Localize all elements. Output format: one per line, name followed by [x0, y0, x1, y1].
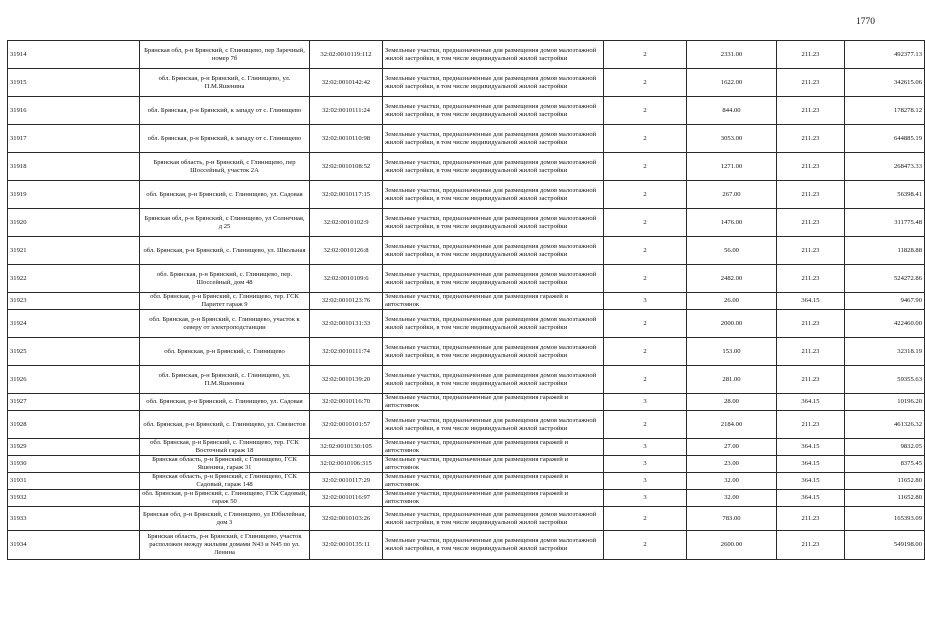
table-row: [8, 394, 925, 411]
row-number-cell: 31917: [8, 125, 140, 153]
group-cell: 2: [604, 69, 687, 97]
table-row: [8, 310, 925, 338]
cadastral-value-cell: 492377.13: [845, 41, 925, 69]
cadastral-value-cell: 11828.88: [845, 237, 925, 265]
address-cell: обл. Брянская, р-н Брянский, с. Глинищево, ул. П.М.Яшенина: [140, 366, 310, 394]
row-number-cell: 31920: [8, 209, 140, 237]
area-cell: 56.00: [687, 237, 777, 265]
cadastral-value-cell: 11652.80: [845, 490, 925, 507]
land-use-cell: Земельные участки, предназначенные для размещения домов малоэтажной жилой застройки, в том числе индивидуальной жилой застройки: [383, 310, 604, 338]
address-cell: обл. Брянская, р-н Брянский, с. Глинищево, ул. Школьная: [140, 237, 310, 265]
row-number-cell: 31915: [8, 69, 140, 97]
cadastral-number-cell: 32:02:0010119:112: [310, 41, 383, 69]
area-cell: 2331.00: [687, 41, 777, 69]
cadastral-number-cell: 32:02:0010106:315: [310, 456, 383, 473]
cadastral-number-cell: 32:02:0010109:6: [310, 265, 383, 293]
table-row: [8, 507, 925, 531]
table-body: [8, 41, 925, 560]
cadastral-number-cell: 32:02:0010139:20: [310, 366, 383, 394]
area-cell: 281.00: [687, 366, 777, 394]
rate-cell: 364.15: [777, 473, 845, 490]
area-cell: 27.00: [687, 439, 777, 456]
cadastral-value-cell: 32318.19: [845, 338, 925, 366]
table-row: [8, 531, 925, 560]
address-cell: обл. Брянская, р-н Брянский, с. Глинищево, ГСК Садовый, гараж 50: [140, 490, 310, 507]
cadastral-number-cell: 32:02:0010142:42: [310, 69, 383, 97]
row-number-cell: 31933: [8, 507, 140, 531]
table-row: [8, 209, 925, 237]
cadastral-number-cell: 32:02:0010116:70: [310, 394, 383, 411]
rate-cell: 211.23: [777, 411, 845, 439]
land-use-cell: Земельные участки, предназначенные для размещения домов малоэтажной жилой застройки, в том числе индивидуальной жилой застройки: [383, 41, 604, 69]
land-use-cell: Земельные участки, предназначенные для размещения домов малоэтажной жилой застройки, в том числе индивидуальной жилой застройки: [383, 69, 604, 97]
land-use-cell: Земельные участки, предназначенные для размещения домов малоэтажной жилой застройки, в том числе индивидуальной жилой застройки: [383, 338, 604, 366]
cadastral-value-cell: 644885.19: [845, 125, 925, 153]
rate-cell: 211.23: [777, 310, 845, 338]
rate-cell: 211.23: [777, 41, 845, 69]
table-row: [8, 411, 925, 439]
group-cell: 2: [604, 265, 687, 293]
cadastral-number-cell: 32:02:0010117:29: [310, 473, 383, 490]
cadastral-number-cell: 32:02:0010130:105: [310, 439, 383, 456]
address-cell: Брянская область, р-н Брянский, с Глинищево, ГСК Яшенина, гараж 31: [140, 456, 310, 473]
group-cell: 3: [604, 293, 687, 310]
table-row: [8, 473, 925, 490]
area-cell: 1271.00: [687, 153, 777, 181]
address-cell: Брянская область, р-н Брянский, с Глинищево, ГСК Садовый, гараж 148: [140, 473, 310, 490]
row-number-cell: 31918: [8, 153, 140, 181]
page-number: 1770: [856, 17, 875, 27]
area-cell: 1476.00: [687, 209, 777, 237]
land-use-cell: Земельные участки, предназначенные для размещения домов малоэтажной жилой застройки, в том числе индивидуальной жилой застройки: [383, 265, 604, 293]
row-number-cell: 31925: [8, 338, 140, 366]
rate-cell: 364.15: [777, 456, 845, 473]
cadastral-number-cell: 32:02:0010103:26: [310, 507, 383, 531]
rate-cell: 211.23: [777, 338, 845, 366]
address-cell: обл. Брянская, р-н Брянский, к западу от с. Глинищево: [140, 125, 310, 153]
cadastral-value-cell: 9832.05: [845, 439, 925, 456]
table-row: [8, 125, 925, 153]
rate-cell: 364.15: [777, 293, 845, 310]
table-row: [8, 490, 925, 507]
address-cell: обл. Брянская, р-н Брянский, с. Глинищево, ул. П.М.Яшенина: [140, 69, 310, 97]
rate-cell: 211.23: [777, 209, 845, 237]
area-cell: 3053.00: [687, 125, 777, 153]
rate-cell: 211.23: [777, 366, 845, 394]
cadastral-number-cell: 32:02:0010102:9: [310, 209, 383, 237]
group-cell: 2: [604, 338, 687, 366]
cadastral-number-cell: 32:02:0010108:52: [310, 153, 383, 181]
row-number-cell: 31931: [8, 473, 140, 490]
cadastral-value-cell: 311775.48: [845, 209, 925, 237]
rate-cell: 364.15: [777, 439, 845, 456]
address-cell: обл. Брянская, р-н Брянский, с. Глинищево, ул. Садовая: [140, 394, 310, 411]
row-number-cell: 31922: [8, 265, 140, 293]
cadastral-value-table: [7, 40, 925, 560]
row-number-cell: 31916: [8, 97, 140, 125]
area-cell: 783.00: [687, 507, 777, 531]
land-use-cell: Земельные участки, предназначенные для размещения домов малоэтажной жилой застройки, в том числе индивидуальной жилой застройки: [383, 153, 604, 181]
area-cell: 844.00: [687, 97, 777, 125]
address-cell: обл. Брянская, р-н Брянский, с. Глинищево: [140, 338, 310, 366]
group-cell: 3: [604, 490, 687, 507]
cadastral-value-cell: 268473.33: [845, 153, 925, 181]
area-cell: 153.00: [687, 338, 777, 366]
cadastral-number-cell: 32:02:0010126:8: [310, 237, 383, 265]
cadastral-value-cell: 422460.00: [845, 310, 925, 338]
rate-cell: 211.23: [777, 97, 845, 125]
address-cell: обл. Брянская, р-н Брянский, с. Глинищево, ул. Связистов: [140, 411, 310, 439]
cadastral-number-cell: 32:02:0010123:76: [310, 293, 383, 310]
table-row: [8, 41, 925, 69]
table-row: [8, 265, 925, 293]
land-use-cell: Земельные участки, предназначенные для размещения гаражей и автостоянок: [383, 394, 604, 411]
address-cell: Брянская область, р-н Брянский, с Глинищево, участок расположен между жилыми домами N43 и N45 по ул. Ленина: [140, 531, 310, 560]
area-cell: 32.00: [687, 473, 777, 490]
rate-cell: 211.23: [777, 531, 845, 560]
row-number-cell: 31926: [8, 366, 140, 394]
group-cell: 3: [604, 456, 687, 473]
rate-cell: 211.23: [777, 507, 845, 531]
area-cell: 2482.00: [687, 265, 777, 293]
land-use-cell: Земельные участки, предназначенные для размещения гаражей и автостоянок: [383, 490, 604, 507]
cadastral-number-cell: 32:02:0010110:98: [310, 125, 383, 153]
area-cell: 32.00: [687, 490, 777, 507]
cadastral-number-cell: 32:02:0010111:24: [310, 97, 383, 125]
cadastral-number-cell: 32:02:0010135:11: [310, 531, 383, 560]
cadastral-value-cell: 11652.80: [845, 473, 925, 490]
rate-cell: 211.23: [777, 125, 845, 153]
area-cell: 2000.00: [687, 310, 777, 338]
cadastral-value-cell: 9467.90: [845, 293, 925, 310]
group-cell: 2: [604, 209, 687, 237]
area-cell: 2600.00: [687, 531, 777, 560]
cadastral-value-cell: 524272.86: [845, 265, 925, 293]
cadastral-value-cell: 342615.06: [845, 69, 925, 97]
address-cell: обл. Брянская, р-н Брянский, с. Глинищево, тер. ГСК Паритет гараж 9: [140, 293, 310, 310]
cadastral-value-cell: 165393.09: [845, 507, 925, 531]
table-row: [8, 456, 925, 473]
address-cell: Брянская обл, р-н Брянский, с Глинищево, ул Солнечная, д 25: [140, 209, 310, 237]
group-cell: 2: [604, 237, 687, 265]
group-cell: 2: [604, 411, 687, 439]
rate-cell: 211.23: [777, 181, 845, 209]
land-use-cell: Земельные участки, предназначенные для размещения домов малоэтажной жилой застройки, в том числе индивидуальной жилой застройки: [383, 97, 604, 125]
land-use-cell: Земельные участки, предназначенные для размещения гаражей и автостоянок: [383, 439, 604, 456]
land-use-cell: Земельные участки, предназначенные для размещения гаражей и автостоянок: [383, 456, 604, 473]
cadastral-number-cell: 32:02:0010116:97: [310, 490, 383, 507]
rate-cell: 211.23: [777, 69, 845, 97]
group-cell: 2: [604, 310, 687, 338]
cadastral-value-cell: 549198.00: [845, 531, 925, 560]
row-number-cell: 31919: [8, 181, 140, 209]
address-cell: Брянская обл, р-н Брянский, с Глинищево, ул Юбилейная, дом 3: [140, 507, 310, 531]
group-cell: 3: [604, 473, 687, 490]
group-cell: 2: [604, 41, 687, 69]
table-row: [8, 153, 925, 181]
area-cell: 1622.00: [687, 69, 777, 97]
cadastral-value-cell: 178278.12: [845, 97, 925, 125]
rate-cell: 364.15: [777, 394, 845, 411]
table-row: [8, 97, 925, 125]
rate-cell: 211.23: [777, 265, 845, 293]
area-cell: 26.00: [687, 293, 777, 310]
row-number-cell: 31932: [8, 490, 140, 507]
land-use-cell: Земельные участки, предназначенные для размещения домов малоэтажной жилой застройки, в том числе индивидуальной жилой застройки: [383, 237, 604, 265]
cadastral-number-cell: 32:02:0010101:57: [310, 411, 383, 439]
group-cell: 2: [604, 507, 687, 531]
row-number-cell: 31923: [8, 293, 140, 310]
table-row: [8, 439, 925, 456]
table-row: [8, 366, 925, 394]
land-use-cell: Земельные участки, предназначенные для размещения домов малоэтажной жилой застройки, в том числе индивидуальной жилой застройки: [383, 125, 604, 153]
address-cell: обл. Брянская, р-н Брянский, с. Глинищево, ул. Садовая: [140, 181, 310, 209]
cadastral-number-cell: 32:02:0010111:74: [310, 338, 383, 366]
row-number-cell: 31924: [8, 310, 140, 338]
address-cell: обл. Брянская, р-н Брянский, с. Глинищево, пер. Шоссейный, дом 48: [140, 265, 310, 293]
table-row: [8, 338, 925, 366]
area-cell: 23.00: [687, 456, 777, 473]
address-cell: Брянская обл, р-н Брянский, с Глинищево, пер Заречный, номер 7б: [140, 41, 310, 69]
row-number-cell: 31930: [8, 456, 140, 473]
land-use-cell: Земельные участки, предназначенные для размещения домов малоэтажной жилой застройки, в том числе индивидуальной жилой застройки: [383, 411, 604, 439]
land-use-cell: Земельные участки, предназначенные для размещения домов малоэтажной жилой застройки, в том числе индивидуальной жилой застройки: [383, 181, 604, 209]
area-cell: 267.00: [687, 181, 777, 209]
group-cell: 2: [604, 366, 687, 394]
row-number-cell: 31928: [8, 411, 140, 439]
row-number-cell: 31929: [8, 439, 140, 456]
group-cell: 2: [604, 153, 687, 181]
group-cell: 2: [604, 181, 687, 209]
address-cell: обл. Брянская, р-н Брянский, с. Глинищево, участок к северу от электроподстанции: [140, 310, 310, 338]
table-row: [8, 69, 925, 97]
row-number-cell: 31934: [8, 531, 140, 560]
rate-cell: 364.15: [777, 490, 845, 507]
table-row: [8, 237, 925, 265]
group-cell: 2: [604, 125, 687, 153]
address-cell: обл. Брянская, р-н Брянский, к западу от с. Глинищево: [140, 97, 310, 125]
land-use-cell: Земельные участки, предназначенные для размещения домов малоэтажной жилой застройки, в том числе индивидуальной жилой застройки: [383, 209, 604, 237]
group-cell: 3: [604, 439, 687, 456]
cadastral-number-cell: 32:02:0010131:33: [310, 310, 383, 338]
address-cell: обл. Брянская, р-н Брянский, с. Глинищево, тер. ГСК Восточный гараж 18: [140, 439, 310, 456]
row-number-cell: 31921: [8, 237, 140, 265]
land-use-cell: Земельные участки, предназначенные для размещения домов малоэтажной жилой застройки, в том числе индивидуальной жилой застройки: [383, 531, 604, 560]
group-cell: 2: [604, 97, 687, 125]
table-row: [8, 181, 925, 209]
group-cell: 2: [604, 531, 687, 560]
area-cell: 28.00: [687, 394, 777, 411]
cadastral-value-cell: 461326.32: [845, 411, 925, 439]
land-use-cell: Земельные участки, предназначенные для размещения домов малоэтажной жилой застройки, в том числе индивидуальной жилой застройки: [383, 507, 604, 531]
cadastral-value-cell: 8375.45: [845, 456, 925, 473]
land-use-cell: Земельные участки, предназначенные для размещения гаражей и автостоянок: [383, 293, 604, 310]
row-number-cell: 31927: [8, 394, 140, 411]
address-cell: Брянская область, р-н Брянский, с Глинищево, пер Шоссейный, участок 2А: [140, 153, 310, 181]
cadastral-number-cell: 32:02:0010117:15: [310, 181, 383, 209]
land-use-cell: Земельные участки, предназначенные для размещения домов малоэтажной жилой застройки, в том числе индивидуальной жилой застройки: [383, 366, 604, 394]
land-use-cell: Земельные участки, предназначенные для размещения гаражей и автостоянок: [383, 473, 604, 490]
rate-cell: 211.23: [777, 153, 845, 181]
rate-cell: 211.23: [777, 237, 845, 265]
table-row: [8, 293, 925, 310]
cadastral-value-cell: 56398.41: [845, 181, 925, 209]
area-cell: 2184.00: [687, 411, 777, 439]
cadastral-value-cell: 59355.63: [845, 366, 925, 394]
cadastral-value-cell: 10196.20: [845, 394, 925, 411]
row-number-cell: 31914: [8, 41, 140, 69]
group-cell: 3: [604, 394, 687, 411]
